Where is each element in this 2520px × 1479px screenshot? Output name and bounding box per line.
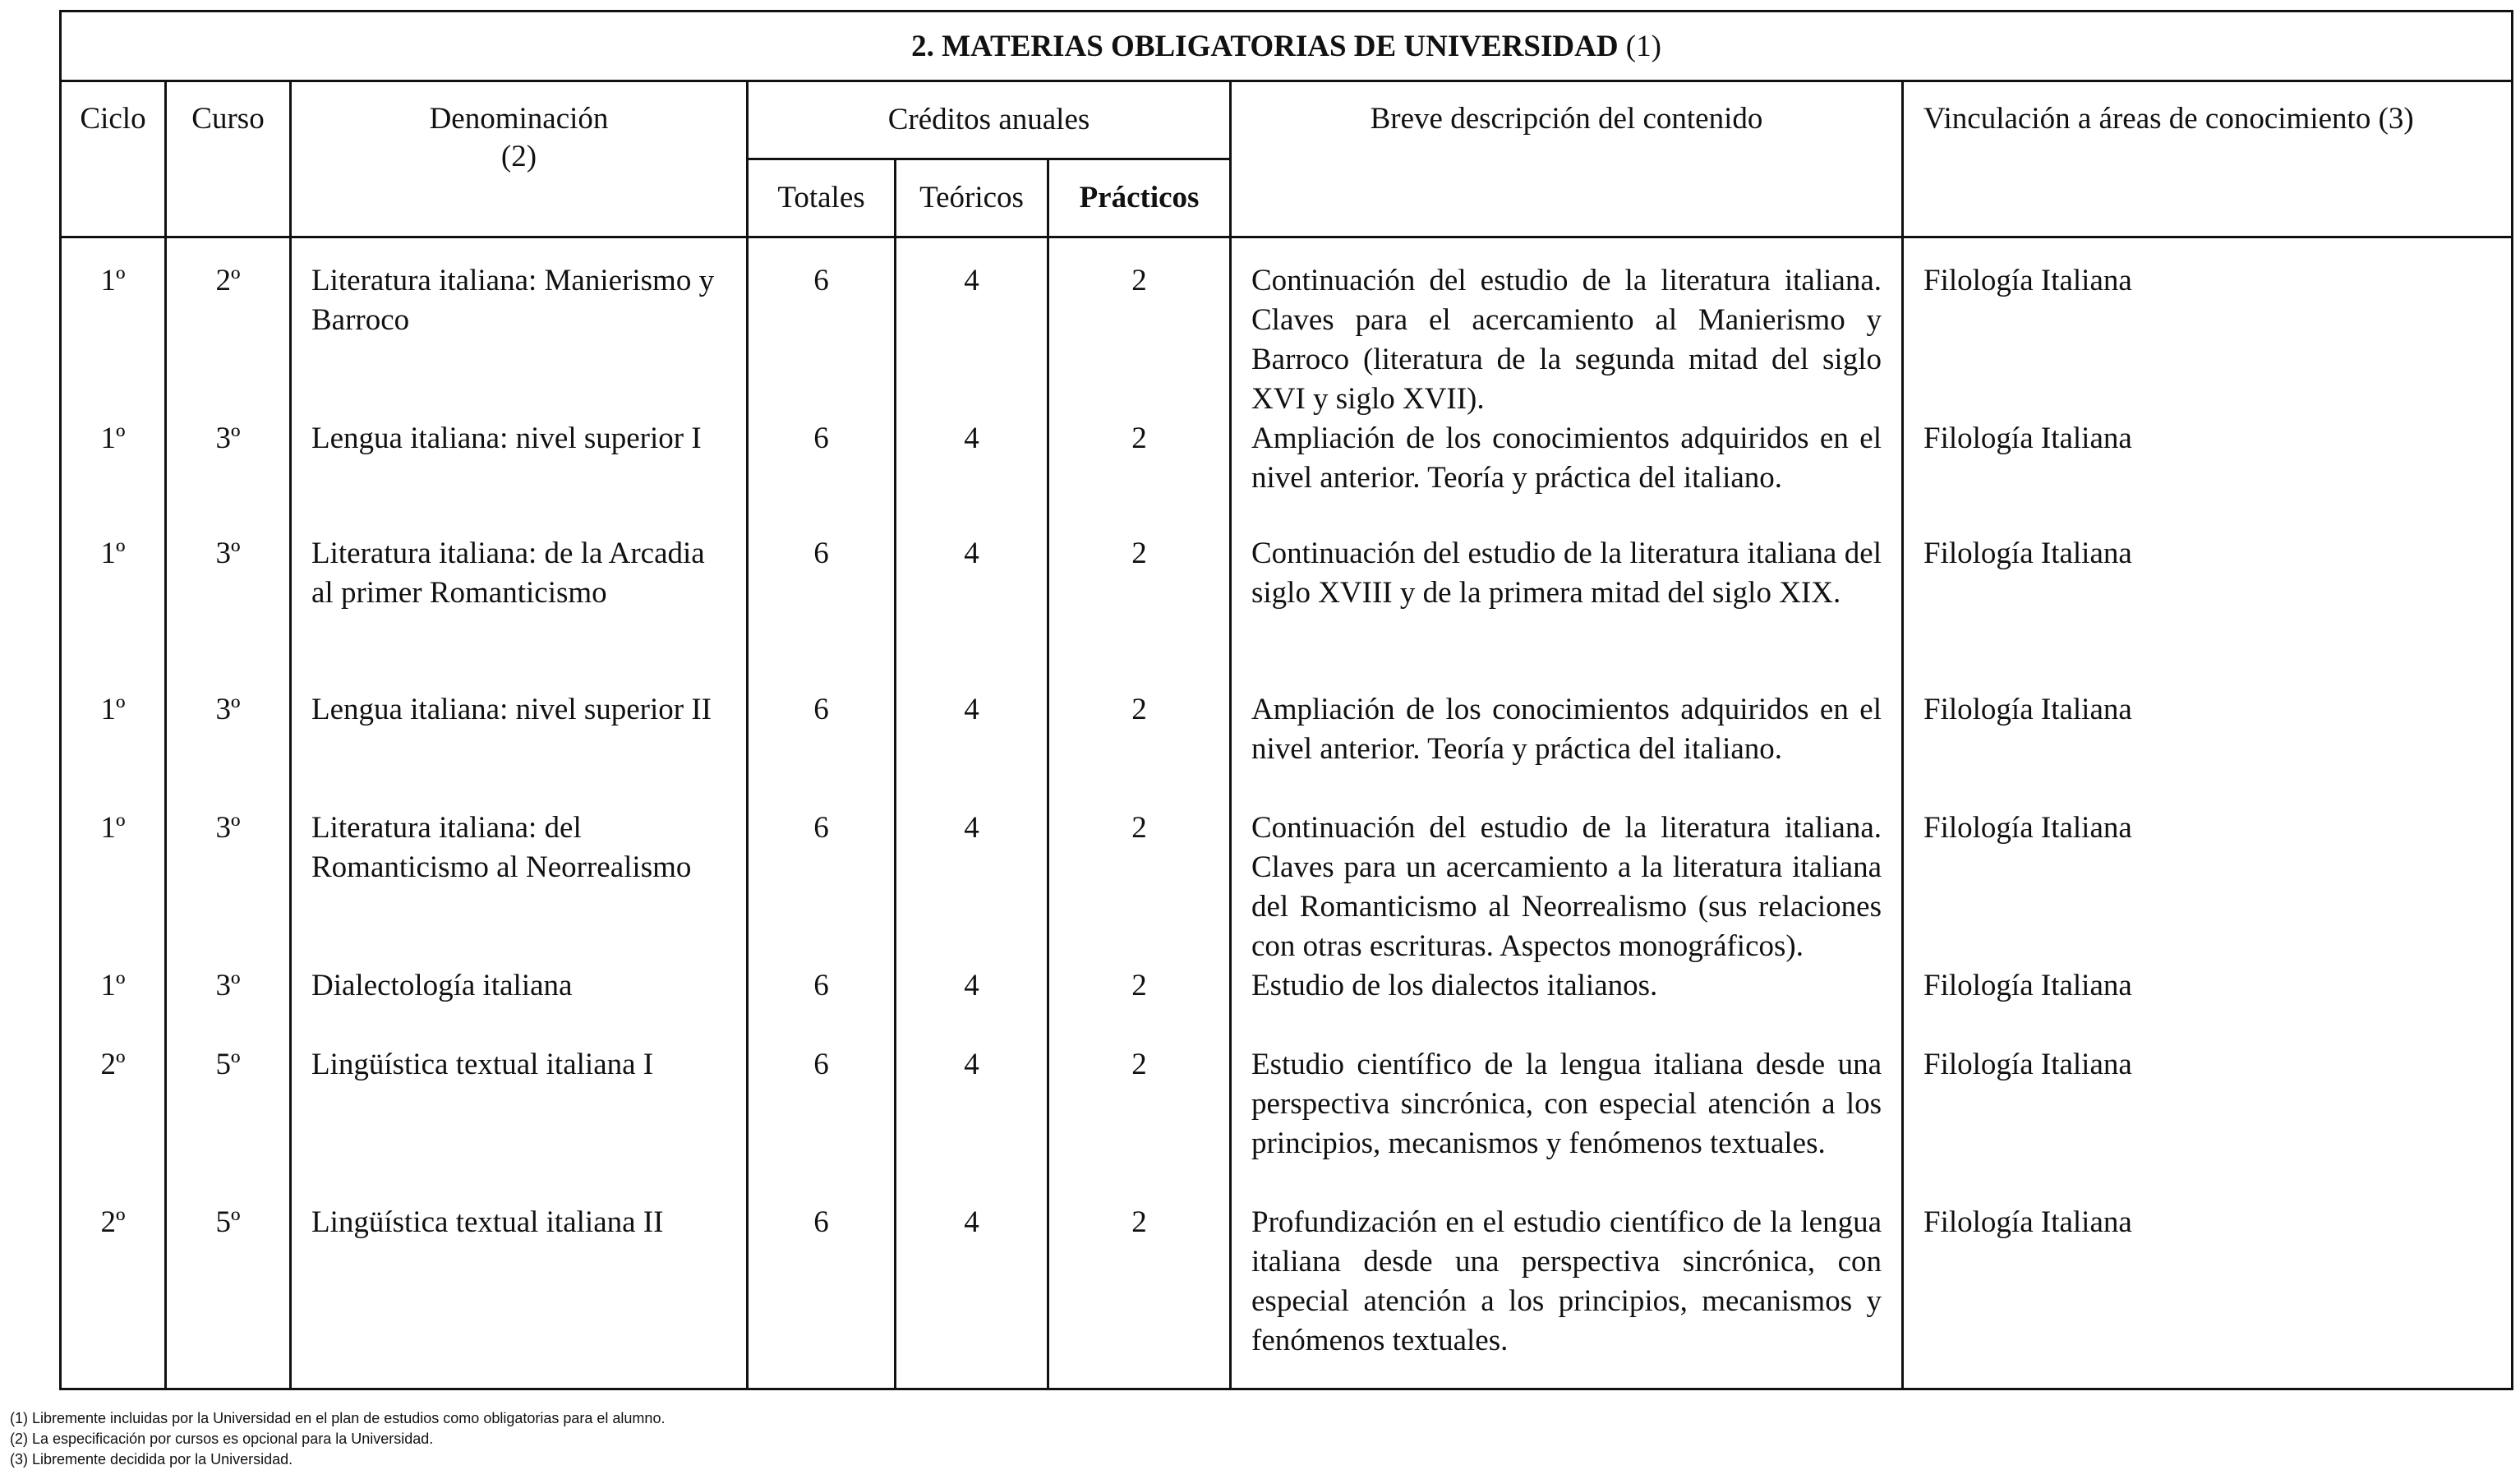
- cell-practicos: 2: [1048, 1203, 1231, 1389]
- cell-curso: 3º: [166, 534, 291, 690]
- cell-practicos: 2: [1048, 237, 1231, 420]
- cell-area: Filología Italiana: [1903, 966, 2513, 1045]
- cell-curso: 5º: [166, 1045, 291, 1203]
- footnote-3: (3) Libremente decidida por la Universidad.: [10, 1451, 293, 1467]
- table-row: [61, 237, 2513, 420]
- cell-ciclo: 2º: [61, 1045, 166, 1203]
- section-title: [61, 12, 2513, 81]
- cell-totales: 6: [748, 237, 896, 420]
- cell-denominacion: Lengua italiana: nivel superior I: [291, 419, 748, 534]
- cell-ciclo: 1º: [61, 966, 166, 1045]
- cell-ciclo: 1º: [61, 419, 166, 534]
- header-curso: Curso: [166, 81, 291, 237]
- cell-curso: 3º: [166, 419, 291, 534]
- cell-descripcion: Continuación del estudio de la literatura italiana del siglo XVIII y de la primera mitad del siglo XIX.: [1231, 534, 1903, 690]
- header-denominacion-label: Denominación: [429, 102, 609, 136]
- section-title-note: (1): [1625, 29, 1661, 63]
- cell-descripcion: Estudio científico de la lengua italiana desde una perspectiva sincrónica, con especial atención a los principios, mecanismos y fenómenos textuales.: [1231, 1045, 1903, 1203]
- cell-totales: 6: [748, 419, 896, 534]
- subjects-body: [61, 237, 2513, 1389]
- cell-teoricos: 4: [896, 419, 1048, 534]
- header-creditos: Créditos anuales: [748, 81, 1231, 159]
- table-row: [61, 1045, 2513, 1203]
- cell-practicos: 2: [1048, 690, 1231, 809]
- cell-totales: 6: [748, 1203, 896, 1389]
- cell-teoricos: 4: [896, 966, 1048, 1045]
- title-row: [61, 12, 2513, 81]
- cell-teoricos: 4: [896, 809, 1048, 966]
- cell-practicos: 2: [1048, 534, 1231, 690]
- header-totales: Totales: [748, 159, 896, 237]
- cell-descripcion: Continuación del estudio de la literatura italiana. Claves para el acercamiento al Manierismo y Barroco (literatura de la segunda mitad del siglo XVI y siglo XVII).: [1231, 237, 1903, 420]
- table-row: [61, 1203, 2513, 1389]
- table-row: [61, 690, 2513, 809]
- cell-practicos: 2: [1048, 419, 1231, 534]
- section-title-text: 2. MATERIAS OBLIGATORIAS DE UNIVERSIDAD: [911, 29, 1619, 63]
- cell-descripcion: Ampliación de los conocimientos adquiridos en el nivel anterior. Teoría y práctica del italiano.: [1231, 419, 1903, 534]
- cell-totales: 6: [748, 966, 896, 1045]
- cell-area: Filología Italiana: [1903, 809, 2513, 966]
- footnote-2: (2) La especificación por cursos es opcional para la Universidad.: [10, 1431, 434, 1447]
- cell-curso: 3º: [166, 690, 291, 809]
- table-row: [61, 809, 2513, 966]
- cell-denominacion: Dialectología italiana: [291, 966, 748, 1045]
- header-descripcion: Breve descripción del contenido: [1231, 81, 1903, 237]
- header-denominacion: [291, 81, 748, 237]
- cell-ciclo: 1º: [61, 534, 166, 690]
- cell-practicos: 2: [1048, 809, 1231, 966]
- cell-area: Filología Italiana: [1903, 534, 2513, 690]
- table-row: [61, 534, 2513, 690]
- cell-curso: 3º: [166, 966, 291, 1045]
- subjects-table: [59, 10, 2513, 1390]
- cell-denominacion: Lingüística textual italiana II: [291, 1203, 748, 1389]
- header-row: [61, 81, 2513, 159]
- cell-denominacion: Literatura italiana: de la Arcadia al primer Romanticismo: [291, 534, 748, 690]
- cell-area: Filología Italiana: [1903, 690, 2513, 809]
- table-row: [61, 966, 2513, 1045]
- cell-teoricos: 4: [896, 1045, 1048, 1203]
- cell-descripcion: Profundización en el estudio científico de la lengua italiana desde una perspectiva sincrónica, con especial atención a los principios, mecanismos y fenómenos textuales.: [1231, 1203, 1903, 1389]
- cell-teoricos: 4: [896, 237, 1048, 420]
- cell-teoricos: 4: [896, 1203, 1048, 1389]
- footnote-1: (1) Libremente incluidas por la Universidad en el plan de estudios como obligatorias para el alumno.: [10, 1410, 666, 1426]
- cell-teoricos: 4: [896, 534, 1048, 690]
- cell-area: Filología Italiana: [1903, 419, 2513, 534]
- cell-curso: 3º: [166, 809, 291, 966]
- header-vinculacion: Vinculación a áreas de conocimiento (3): [1903, 81, 2513, 237]
- cell-area: Filología Italiana: [1903, 1203, 2513, 1389]
- cell-totales: 6: [748, 1045, 896, 1203]
- cell-descripcion: Ampliación de los conocimientos adquiridos en el nivel anterior. Teoría y práctica del italiano.: [1231, 690, 1903, 809]
- footnotes: [10, 1408, 665, 1470]
- cell-descripcion: Continuación del estudio de la literatura italiana. Claves para un acercamiento a la literatura italiana del Romanticismo al Neorrealismo (sus relaciones con otras escrituras. Aspectos monográficos).: [1231, 809, 1903, 966]
- cell-denominacion: Literatura italiana: Manierismo y Barroco: [291, 237, 748, 420]
- cell-denominacion: Lengua italiana: nivel superior II: [291, 690, 748, 809]
- cell-ciclo: 2º: [61, 1203, 166, 1389]
- cell-ciclo: 1º: [61, 690, 166, 809]
- cell-practicos: 2: [1048, 1045, 1231, 1203]
- cell-ciclo: 1º: [61, 809, 166, 966]
- cell-ciclo: 1º: [61, 237, 166, 420]
- cell-curso: 2º: [166, 237, 291, 420]
- cell-denominacion: Lingüística textual italiana I: [291, 1045, 748, 1203]
- cell-totales: 6: [748, 690, 896, 809]
- cell-area: Filología Italiana: [1903, 237, 2513, 420]
- header-teoricos: Teóricos: [896, 159, 1048, 237]
- cell-curso: 5º: [166, 1203, 291, 1389]
- header-practicos: Prácticos: [1048, 159, 1231, 237]
- cell-totales: 6: [748, 534, 896, 690]
- table-row: [61, 419, 2513, 534]
- cell-denominacion: Literatura italiana: del Romanticismo al Neorrealismo: [291, 809, 748, 966]
- cell-totales: 6: [748, 809, 896, 966]
- cell-descripcion: Estudio de los dialectos italianos.: [1231, 966, 1903, 1045]
- cell-teoricos: 4: [896, 690, 1048, 809]
- header-ciclo: Ciclo: [61, 81, 166, 237]
- cell-practicos: 2: [1048, 966, 1231, 1045]
- cell-area: Filología Italiana: [1903, 1045, 2513, 1203]
- header-denominacion-note: (2): [500, 140, 537, 173]
